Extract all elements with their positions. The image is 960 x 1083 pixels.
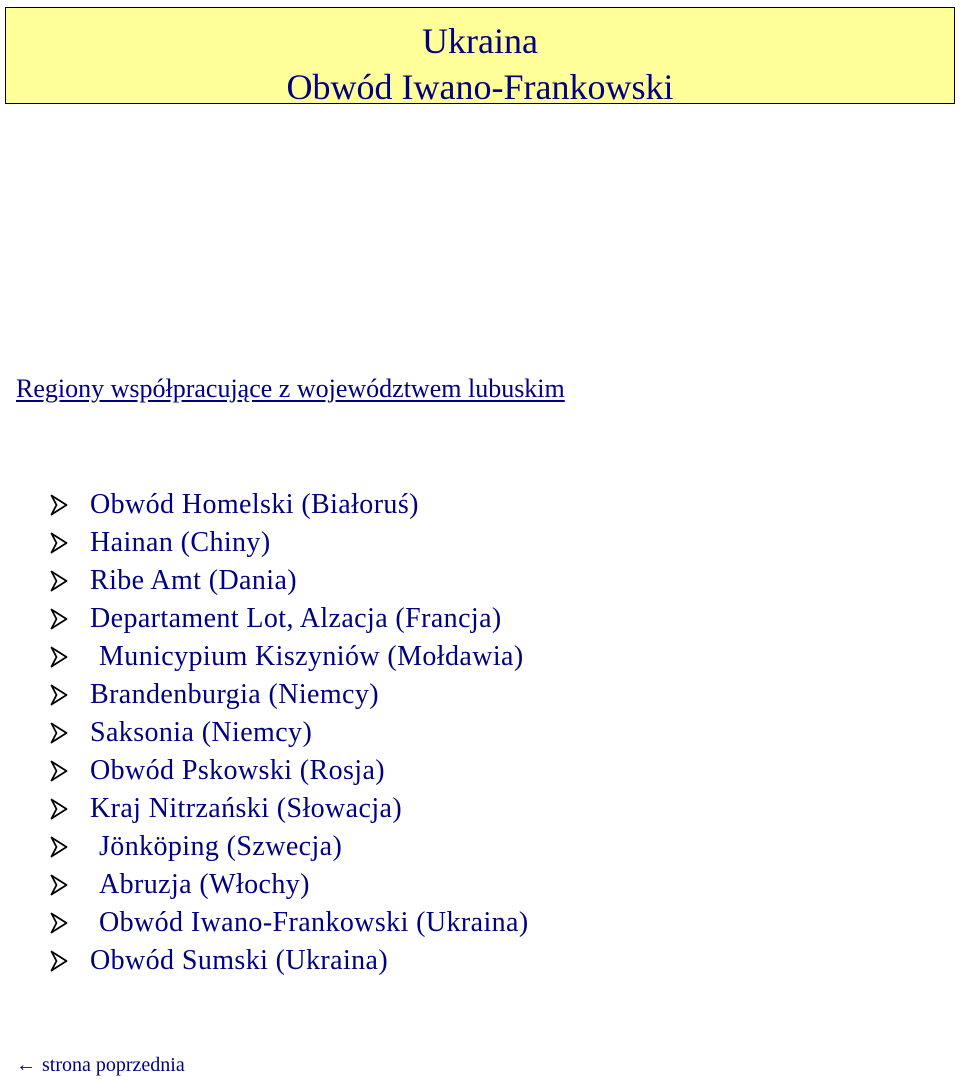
region-name: Abruzja (Włochy) (99, 869, 310, 900)
arrowhead-bullet-icon (50, 912, 68, 934)
page-title: Ukraina (422, 21, 538, 61)
region-name: Obwód Homelski (Białoruś) (90, 489, 419, 520)
arrowhead-bullet-icon (50, 760, 68, 782)
arrowhead-bullet-icon (50, 684, 68, 706)
region-name: Municypium Kiszyniów (Mołdawia) (99, 641, 524, 672)
region-name: Obwód Sumski (Ukraina) (90, 945, 389, 976)
arrowhead-bullet-icon (50, 874, 68, 896)
header-banner (5, 7, 955, 107)
region-name: Saksonia (Niemcy) (90, 717, 313, 748)
arrowhead-bullet-icon (50, 532, 68, 554)
left-arrow-icon: ← (16, 1054, 36, 1076)
region-name: Kraj Nitrzański (Słowacja) (90, 793, 403, 824)
arrowhead-bullet-icon (50, 950, 68, 972)
region-name: Brandenburgia (Niemcy) (90, 679, 379, 710)
region-name: Hainan (Chiny) (90, 527, 271, 558)
region-name: Departament Lot, Alzacja (Francja) (90, 603, 502, 634)
region-name: Obwód Iwano-Frankowski (Ukraina) (99, 907, 529, 938)
page-subtitle: Obwód Iwano-Frankowski (286, 67, 674, 107)
arrowhead-bullet-icon (50, 570, 68, 592)
arrowhead-bullet-icon (50, 836, 68, 858)
region-name: Jönköping (Szwecja) (99, 831, 343, 862)
arrowhead-bullet-icon (50, 722, 68, 744)
arrowhead-bullet-icon (50, 646, 68, 668)
arrowhead-bullet-icon (50, 494, 68, 516)
regions-heading-link[interactable]: Regiony współpracujące z województwem lubuskim (16, 374, 565, 403)
arrowhead-bullet-icon (50, 798, 68, 820)
region-name: Obwód Pskowski (Rosja) (90, 755, 386, 786)
previous-page-link[interactable] (16, 1052, 185, 1078)
region-name: Ribe Amt (Dania) (90, 565, 298, 596)
previous-page-label: strona poprzednia (42, 1054, 185, 1076)
arrowhead-bullet-icon (50, 608, 68, 630)
